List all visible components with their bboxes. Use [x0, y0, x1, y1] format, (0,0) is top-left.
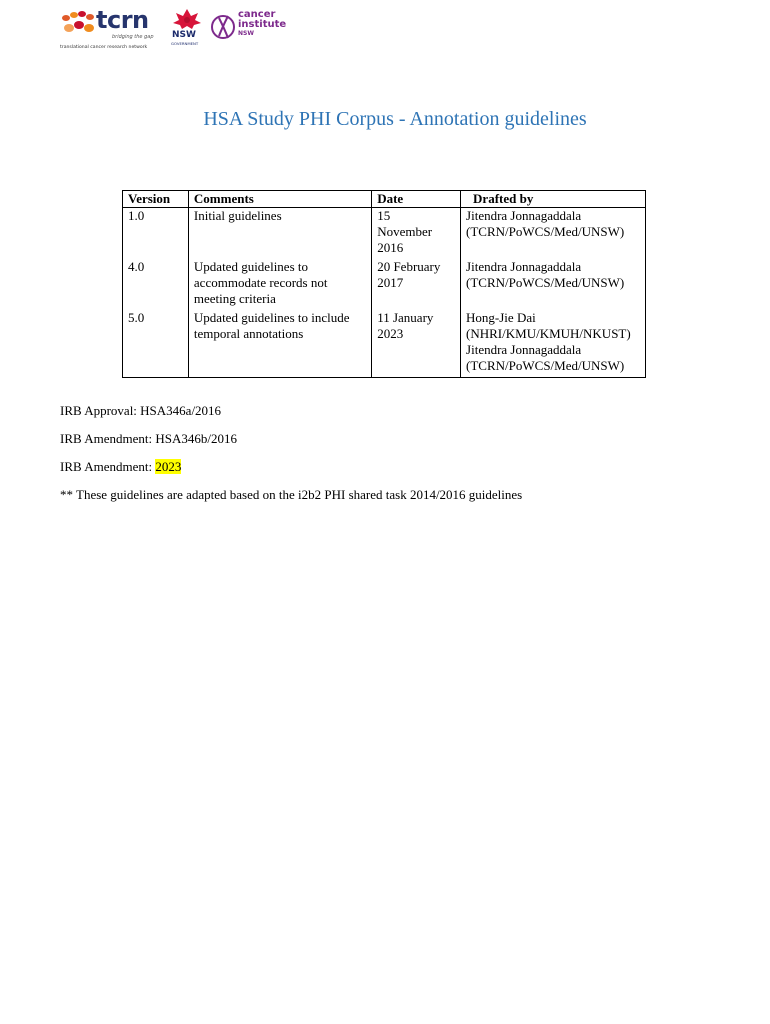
- cell-version: 5.0: [123, 310, 189, 378]
- cell-drafted-by: Hong-Jie Dai (NHRI/KMU/KMUH/NKUST) Jitendra Jonnagaddala (TCRN/PoWCS/Med/UNSW): [461, 310, 646, 378]
- cell-comments: Updated guidelines to include temporal annotations: [188, 310, 371, 378]
- cancer-institute-logo: [210, 8, 300, 52]
- table-row: [123, 208, 646, 260]
- tcrn-bridge-text: bridging the gap: [112, 34, 154, 40]
- cell-drafted-by: Jitendra Jonnagaddala (TCRN/PoWCS/Med/UNSW): [461, 208, 646, 260]
- header-drafted-by: Drafted by: [461, 191, 646, 208]
- cancer-institute-ribbon-icon: [210, 10, 236, 46]
- cell-version: 4.0: [123, 259, 189, 310]
- cell-comments: Initial guidelines: [188, 208, 371, 260]
- tcrn-tagline: translational cancer research network: [60, 45, 148, 50]
- tcrn-people-icon: [60, 8, 100, 42]
- table-row: [123, 310, 646, 378]
- header-logos: [60, 8, 300, 54]
- nsw-government-text: GOVERNMENT: [171, 41, 199, 46]
- version-history-table: [122, 190, 646, 378]
- irb-amendment-2: [60, 459, 522, 475]
- cell-date: 11 January 2023: [372, 310, 461, 378]
- header-comments: Comments: [188, 191, 371, 208]
- cell-drafted-by: Jitendra Jonnagaddala (TCRN/PoWCS/Med/UNSW): [461, 259, 646, 310]
- ci-line-institute: institute: [238, 19, 287, 30]
- highlighted-year: 2023: [155, 459, 182, 474]
- ci-line-cancer: cancer: [238, 9, 276, 20]
- table-header-row: [123, 191, 646, 208]
- irb-approval: IRB Approval: HSA346a/2016: [60, 403, 222, 418]
- header-date: Date: [372, 191, 461, 208]
- header-version: Version: [123, 191, 189, 208]
- cancer-institute-wordmark: [238, 10, 286, 38]
- cell-date: 20 February 2017: [372, 259, 461, 310]
- table-row: [123, 259, 646, 310]
- document-title: HSA Study PHI Corpus - Annotation guidelines: [203, 108, 587, 130]
- cell-version: 1.0: [123, 208, 189, 260]
- nsw-wordmark: NSW: [172, 30, 196, 40]
- guidelines-footnote: ** These guidelines are adapted based on the i2b2 PHI shared task 2014/2016 guidelines: [60, 487, 523, 502]
- tcrn-logo: [60, 8, 168, 54]
- cell-comments: Updated guidelines to accommodate records not meeting criteria: [188, 259, 371, 310]
- nsw-government-logo: [170, 8, 204, 52]
- cell-date: 15 November 2016: [372, 208, 461, 260]
- document-notes: [60, 403, 522, 515]
- tcrn-wordmark: tcrn: [96, 6, 149, 34]
- waratah-icon: [172, 8, 202, 30]
- ci-line-nsw: NSW: [238, 30, 254, 37]
- irb-amendment-2-label: IRB Amendment:: [60, 459, 156, 474]
- irb-amendment-1: IRB Amendment: HSA346b/2016: [60, 431, 237, 446]
